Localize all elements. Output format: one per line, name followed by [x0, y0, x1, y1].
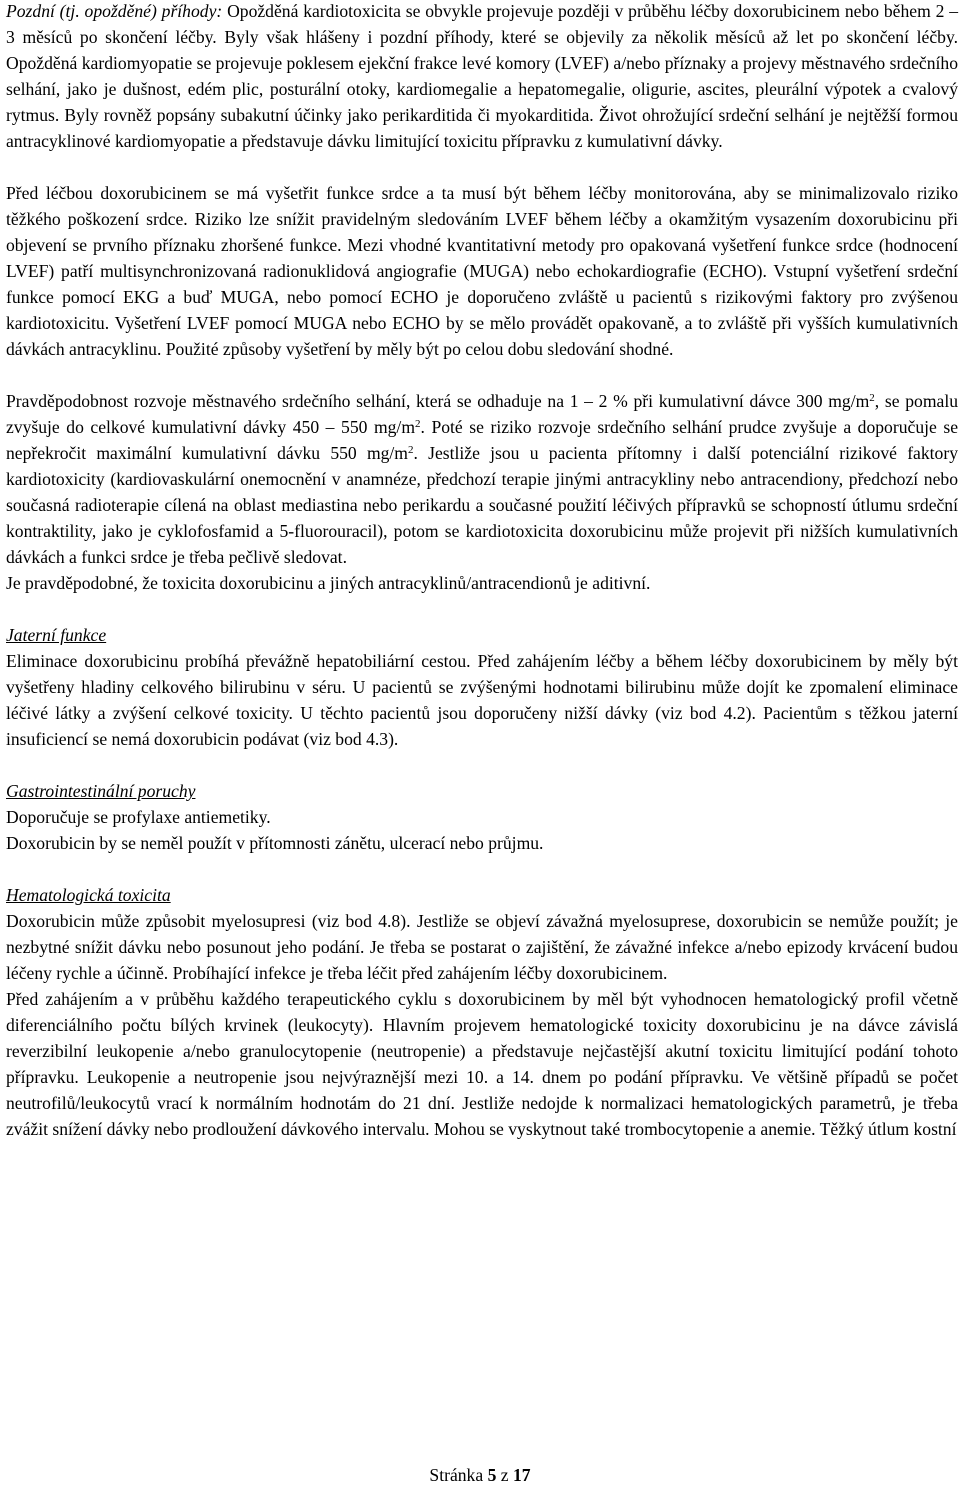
paragraph-contraindication-gi: Doxorubicin by se neměl použít v přítomnosti zánětu, ulcerací nebo průjmu.: [6, 833, 544, 853]
superscript-1: 2: [869, 392, 875, 404]
superscript-2: 2: [415, 418, 421, 430]
paragraph-antiemetics: Doporučuje se profylaxe antiemetiky.: [6, 807, 271, 827]
paragraph-heart-failure-risk: [6, 388, 958, 570]
page-number-total: 17: [512, 1465, 531, 1485]
heading-liver-function: Jaterní funkce: [6, 625, 107, 645]
document-page: [6, 0, 958, 1142]
paragraph-additive-toxicity: Je pravděpodobné, že toxicita doxorubicinu a jiných antracyklinů/antracendionů je aditivní.: [6, 573, 651, 593]
footer-prefix: Stránka: [429, 1465, 488, 1485]
page-number-current: 5: [487, 1465, 497, 1485]
superscript-3: 2: [408, 444, 414, 456]
late-events-text: Opožděná kardiotoxicita se obvykle projevuje později v průběhu léčby doxorubicinem nebo během 2 – 3 měsíců po skončení léčby. Byly však hlášeny i pozdní příhody, které se objevily za několik měsíců až let po skončení léčby. Opožděná kardiomyopatie se projevuje poklesem ejekční frakce levé komory (LVEF) a/nebo příznaky a projevy městnavého srdečního selhání, jako je dušnost, edém plic, posturální otoky, kardiomegalie a hepatomegalie, oligurie, ascites, pleurální výpotek a cvalový rytmus. Byly rovněž popsány subakutní účinky jako perikarditida či myokarditida. Život ohrožující srdeční selhání je nejtěžší formou antracyklinové kardiomyopatie a představuje dávku limitující toxicitu přípravku z kumulativní dávky.: [6, 1, 958, 151]
page-footer: [0, 1464, 960, 1486]
paragraph-cardiac-monitoring: Před léčbou doxorubicinem se má vyšetřit funkce srdce a ta musí být během léčby monitorována, aby se minimalizovalo riziko těžkého poškození srdce. Riziko lze snížit pravidelným sledováním LVEF během léčby a okamžitým vysazením doxorubicinu při objevení se prvního příznaku zhoršené funkce. Mezi vhodné kvantitativní metody pro opakovaná vyšetření funkce srdce (hodnocení LVEF) patří multisynchronizovaná radionuklidová angiografie (MUGA) nebo echokardiografie (ECHO). Vstupní vyšetření srdeční funkce pomocí EKG a buď MUGA, nebo pomocí ECHO je doporučeno zvláště u pacientů s rizikovými faktory pro zvýšenou kardiotoxicitu. Vyšetření LVEF pomocí MUGA nebo ECHO by se mělo provádět opakovaně, a to zvláště při vyšších kumulativních dávkách antracyklinu. Použité způsoby vyšetření by měly být po celou dobu sledování shodné.: [6, 183, 958, 359]
heading-hematologic-toxicity: Hematologická toxicita: [6, 885, 171, 905]
footer-separator: z: [496, 1465, 513, 1485]
paragraph-late-events: [6, 0, 958, 154]
late-events-label: Pozdní (tj. opožděné) příhody:: [6, 1, 223, 21]
risk-text-3: . Poté se riziko rozvoje srdečního selhání prudce zvyšuje a doporučuje se nepřekročit maximální kumulativní dávku 550 mg/m: [6, 417, 959, 463]
risk-text-4: . Jestliže jsou u pacienta přítomny i další potenciální rizikové faktory kardiotoxicity (kardiovaskulární onemocnění v anamnéze, předchozí terapie jinými antracykliny nebo antracendiony, předchozí nebo současná radioterapie cílená na oblast mediastina nebo perikardu a současné použití léčivých přípravků se schopností útlumu srdeční kontraktility, jako je cyklofosfamid a 5-fluorouracil), potom se kardiotoxicita doxorubicinu může projevit při nižších kumulativních dávkách a funkci srdce je třeba pečlivě sledovat.: [6, 443, 958, 567]
paragraph-myelosuppression: Doxorubicin může způsobit myelosupresi (viz bod 4.8). Jestliže se objeví závažná myelosuprese, doxorubicin se nemůže použít; je nezbytné snížit dávku nebo posunout jeho podání. Je třeba se postarat o zajištění, že závažné infekce a/nebo epizody krvácení budou léčeny rychle a účinně. Probíhající infekce je třeba léčit před zahájením léčby doxorubicinem.: [6, 911, 958, 983]
heading-gastrointestinal: Gastrointestinální poruchy: [6, 781, 196, 801]
paragraph-liver-function: Eliminace doxorubicinu probíhá převážně hepatobiliární cestou. Před zahájením léčby a během léčby doxorubicinem by měly být vyšetřeny hladiny celkového bilirubinu v séru. U pacientů se zvýšenými hodnotami bilirubinu může dojít ke zpomalení eliminace léčivé látky a zvýšení celkové toxicity. U těchto pacientů jsou doporučeny nižší dávky (viz bod 4.2). Pacientům s těžkou jaterní insuficiencí se nemá doxorubicin podávat (viz bod 4.3).: [6, 651, 958, 749]
risk-text-2: , se pomalu zvyšuje do celkové kumulativní dávky 450 – 550 mg/m: [6, 391, 958, 437]
paragraph-hematologic-profile: Před zahájením a v průběhu každého terapeutického cyklu s doxorubicinem by měl být vyhodnocen hematologický profil včetně diferenciálního počtu bílých krvinek (leukocyty). Hlavním projevem hematologické toxicity doxorubicinu je na dávce závislá reverzibilní leukopenie a/nebo granulocytopenie (neutropenie) a představuje nejčastější akutní toxicitu limitující podání tohoto přípravku. Leukopenie a neutropenie jsou nejvýraznější mezi 10. a 14. dnem po podání přípravku. Ve většině případů se počet neutrofilů/leukocytů vrací k normálním hodnotám do 21 dní. Jestliže nedojde k normalizaci hematologických parametrů, je třeba zvážit snížení dávky nebo prodloužení dávkového intervalu. Mohou se vyskytnout také trombocytopenie a anemie. Těžký útlum kostní: [6, 989, 958, 1139]
risk-text-1: Pravděpodobnost rozvoje městnavého srdečního selhání, která se odhaduje na 1 – 2 % při kumulativní dávce 300 mg/m: [6, 391, 870, 411]
